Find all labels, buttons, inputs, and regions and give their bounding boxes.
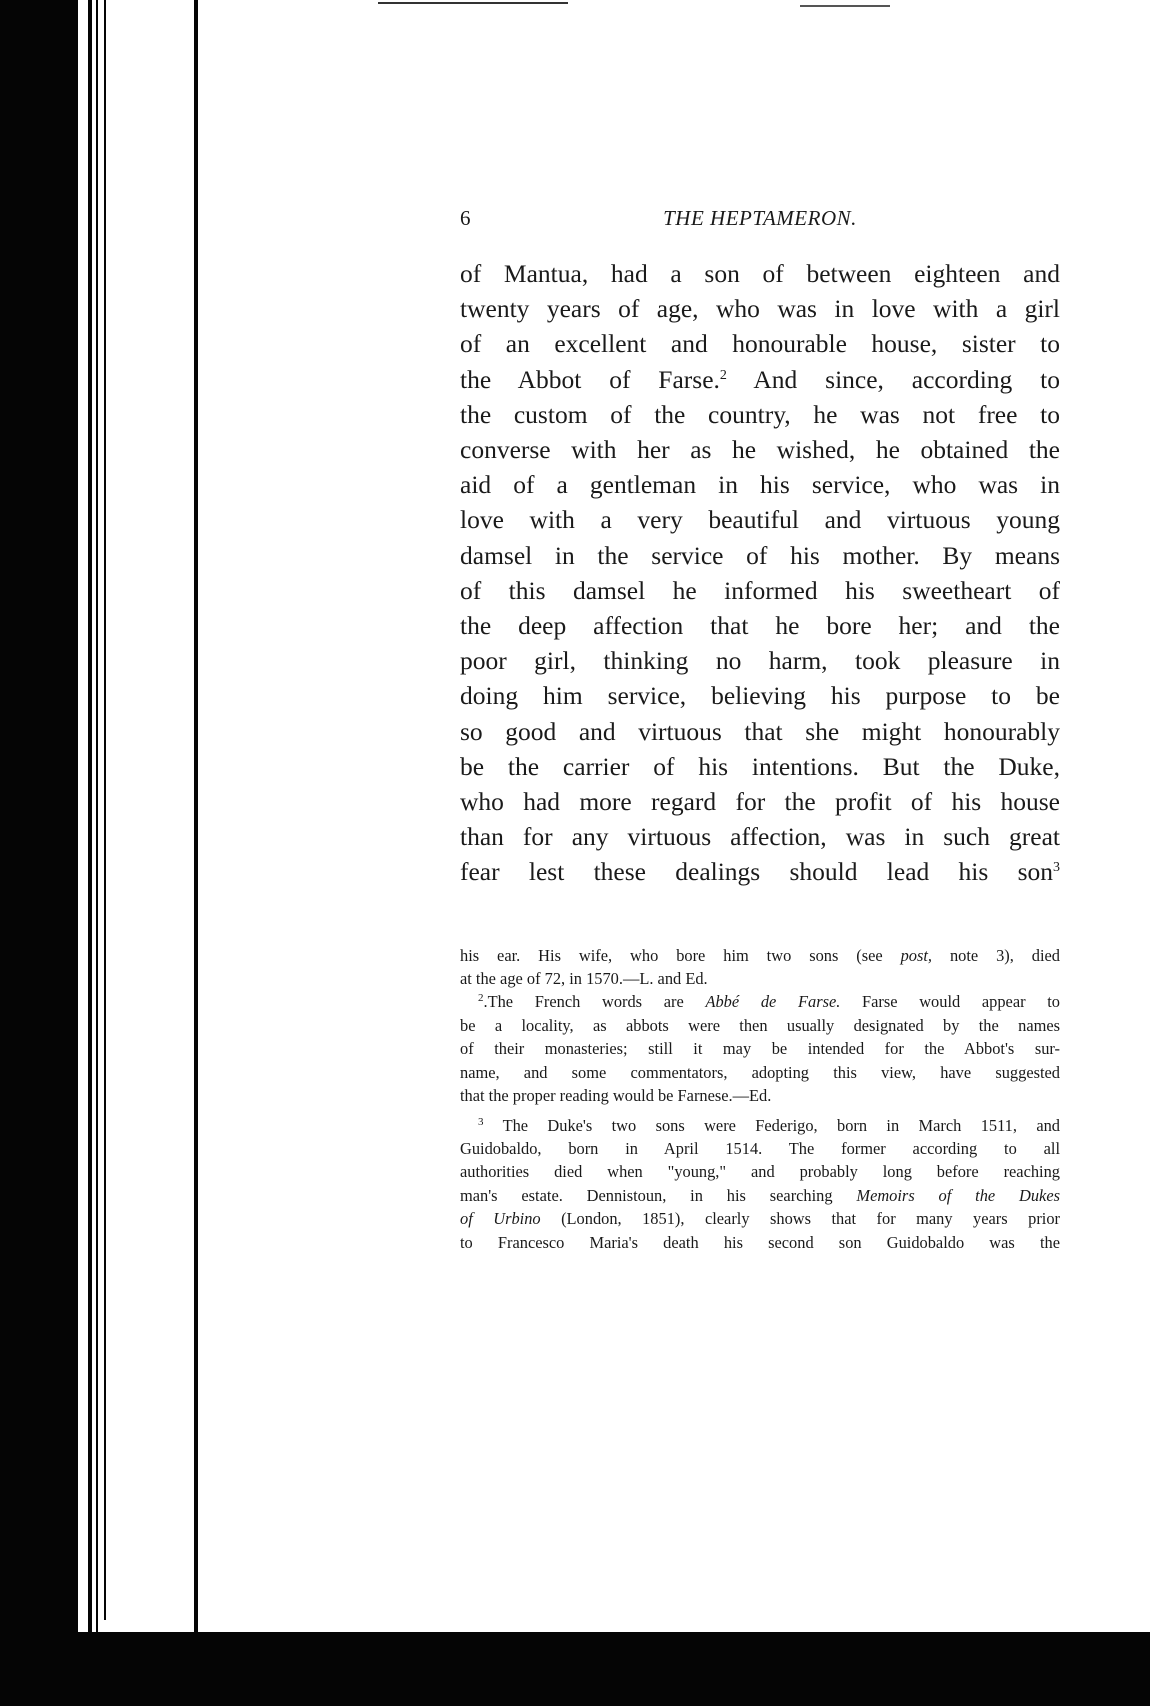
- scan-edge-line: [96, 0, 98, 1640]
- footnote-line: at the age of 72, in 1570.—L. and Ed.: [460, 969, 708, 989]
- text-line: the deep affection that he bore her; and the: [460, 611, 1060, 641]
- text-line: poor girl, thinking no harm, took pleasure in: [460, 646, 1060, 676]
- footnote-line: $^2$.The French words are Abbé de Farse. Farse would appear to: [478, 992, 1061, 1012]
- footnote-ref-3: 3: [1053, 860, 1060, 876]
- footnote-line: man's estate. Dennistoun, in his searching Memoirs of the Dukes: [460, 1185, 1060, 1205]
- text-line: so good and virtuous that she might honourably: [460, 716, 1060, 746]
- running-head: [460, 206, 1060, 236]
- scan-top-mark: [378, 2, 568, 4]
- scan-binding-edge: [0, 0, 78, 1706]
- book-title: THE HEPTAMERON.: [663, 206, 857, 230]
- scan-edge-line: [88, 0, 92, 1650]
- text-line: doing him service, believing his purpose to be: [460, 681, 1060, 711]
- footnote-line: name, and some commentators, adopting this view, have suggested: [460, 1062, 1060, 1082]
- footnote-line: that the proper reading would be Farnese.—Ed.: [460, 1086, 772, 1106]
- scan-bottom-edge: [0, 1632, 1150, 1706]
- footnote-line: of Urbino (London, 1851), clearly shows that for many years prior: [460, 1209, 1060, 1229]
- footnotes: [460, 944, 1060, 1254]
- footnote-ref-2: 2: [719, 367, 727, 383]
- text-line: twenty years of age, who was in love with a girl: [460, 294, 1060, 324]
- scan-edge-line: [194, 0, 198, 1650]
- text-line: fear lest these dealings should lead his son$^3$: [460, 857, 1060, 887]
- text-line: than for any virtuous affection, was in such great: [460, 822, 1060, 852]
- footnote-3: [460, 1114, 1060, 1254]
- text-line: aid of a gentleman in his service, who was in: [460, 470, 1060, 500]
- footnote-line: authorities died when "young," and probably long before reaching: [460, 1162, 1060, 1182]
- footnote-line: of their monasteries; still it may be intended for the Abbot's sur-: [460, 1039, 1060, 1059]
- book-page: [460, 206, 1060, 1254]
- text-line: the custom of the country, he was not free to: [460, 399, 1060, 429]
- footnote-line: his ear. His wife, who bore him two sons (see post, note 3), died: [460, 945, 1060, 965]
- footnote-mark: 2: [478, 992, 484, 1005]
- footnote-line: $^3$ The Duke's two sons were Federigo, born in March 1511, and: [478, 1115, 1060, 1135]
- page-number: 6: [460, 206, 471, 230]
- text-line: of an excellent and honourable house, sister to: [460, 329, 1060, 359]
- footnote-line: Guidobaldo, born in April 1514. The former according to all: [460, 1138, 1060, 1158]
- footnote-line: be a locality, as abbots were then usually designated by the names: [460, 1015, 1060, 1035]
- scan-top-mark: [800, 5, 890, 7]
- text-line: love with a very beautiful and virtuous young: [460, 505, 1060, 535]
- text-line: be the carrier of his intentions. But the Duke,: [460, 751, 1060, 781]
- text-line: of Mantua, had a son of between eighteen and: [460, 259, 1060, 288]
- text-line: converse with her as he wished, he obtained the: [460, 435, 1060, 465]
- text-line: of this damsel he informed his sweetheart of: [460, 575, 1060, 605]
- text-line: who had more regard for the profit of his house: [460, 787, 1060, 817]
- body-text: [460, 256, 1060, 890]
- text-line: damsel in the service of his mother. By means: [460, 540, 1060, 570]
- scan-edge-line: [104, 0, 106, 1620]
- text-line: the Abbot of Farse.$^2$ And since, according to: [460, 364, 1060, 394]
- footnote-line: to Francesco Maria's death his second son Guidobaldo was the: [460, 1232, 1060, 1252]
- footnote-mark: 3: [478, 1115, 484, 1128]
- footnote-2: [460, 990, 1060, 1107]
- footnote-1: [460, 944, 1060, 991]
